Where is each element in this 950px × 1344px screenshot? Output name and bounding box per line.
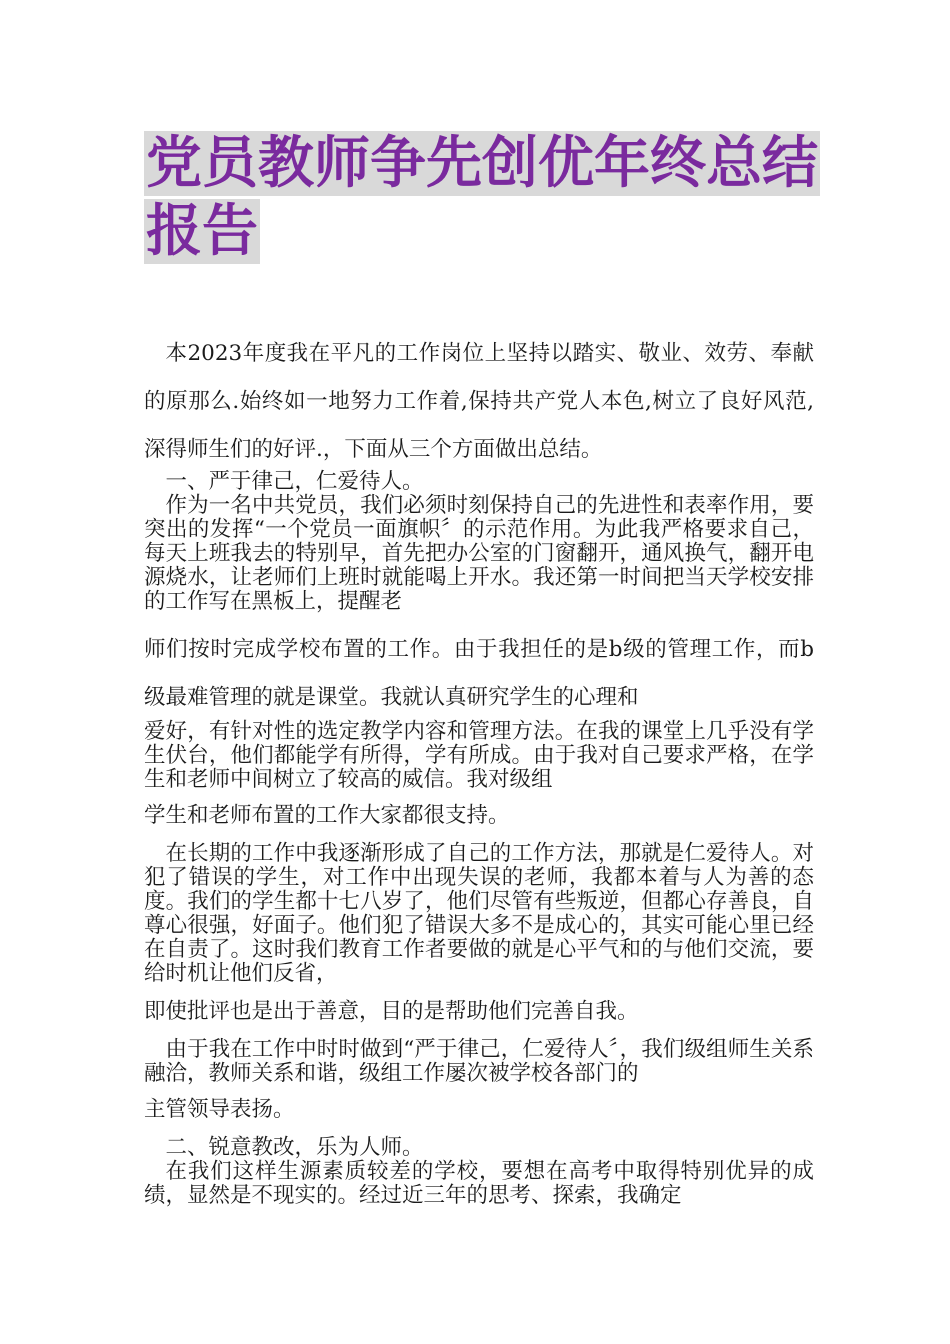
- document-title-text: 党员教师争先创优年终总结报告: [146, 131, 818, 264]
- paragraph-2-cont: 即使批评也是出于善意，目的是帮助他们完善自我。: [144, 999, 639, 1024]
- document-title: [144, 130, 824, 266]
- document-body: [144, 330, 814, 1208]
- paragraph-3-cont: 主管领导表扬。: [144, 1097, 295, 1122]
- paragraph-1-cont: 师们按时完成学校布置的工作。由于我担任的是b级的管理工作，而b级最难管理的就是课堂。我就认真研究学生的心理和: [144, 637, 814, 710]
- section-heading-2: 二、锐意教改，乐为人师。: [165, 1135, 424, 1160]
- paragraph-4: 在我们这样生源素质较差的学校，要想在高考中取得特别优异的成绩，显然是不现实的。经过近三年的思考、探索，我确定: [144, 1159, 814, 1208]
- paragraph-1-cont-3: 学生和老师布置的工作大家都很支持。: [144, 803, 510, 828]
- paragraph-2: 在长期的工作中我逐渐形成了自己的工作方法，那就是仁爱待人。对犯了错误的学生，对工作中出现失误的老师，我都本着与人为善的态度。我们的学生都十七八岁了，他们尽管有些叛逆，但都心存善良，自尊心很强，好面子。他们犯了错误大多不是成心的，其实可能心里已经在自责了。这时我们教育工作者要做的就是心平气和的与他们交流，要给时机让他们反省，: [144, 841, 814, 986]
- paragraph-1-cont-2: 爱好，有针对性的选定教学内容和管理方法。在我的课堂上几乎没有学生伏台，他们都能学有所得，学有所成。由于我对自己要求严格，在学生和老师中间树立了较高的威信。我对级组: [144, 719, 814, 792]
- paragraph-1: 作为一名中共党员，我们必须时刻保持自己的先进性和表率作用，要突出的发挥“一个党员一面旗帜〞的示范作用。为此我严格要求自己，每天上班我去的特别早，首先把办公室的门窗翻开，通风换气，翻开电源烧水，让老师们上班时就能喝上开水。我还第一时间把当天学校安排的工作写在黑板上，提醒老: [144, 493, 814, 614]
- section-heading-1: 一、严于律己，仁爱待人。: [165, 469, 424, 494]
- paragraph-3: 由于我在工作中时时做到“严于律己，仁爱待人〞，我们级组师生关系融洽，教师关系和谐，级组工作屡次被学校各部门的: [144, 1037, 814, 1086]
- paragraph-intro: 本2023年度我在平凡的工作岗位上坚持以踏实、敬业、效劳、奉献的原那么.始终如一地努力工作着,保持共产党人本色,树立了良好风范,深得师生们的好评.，下面从三个方面做出总结。: [144, 341, 814, 462]
